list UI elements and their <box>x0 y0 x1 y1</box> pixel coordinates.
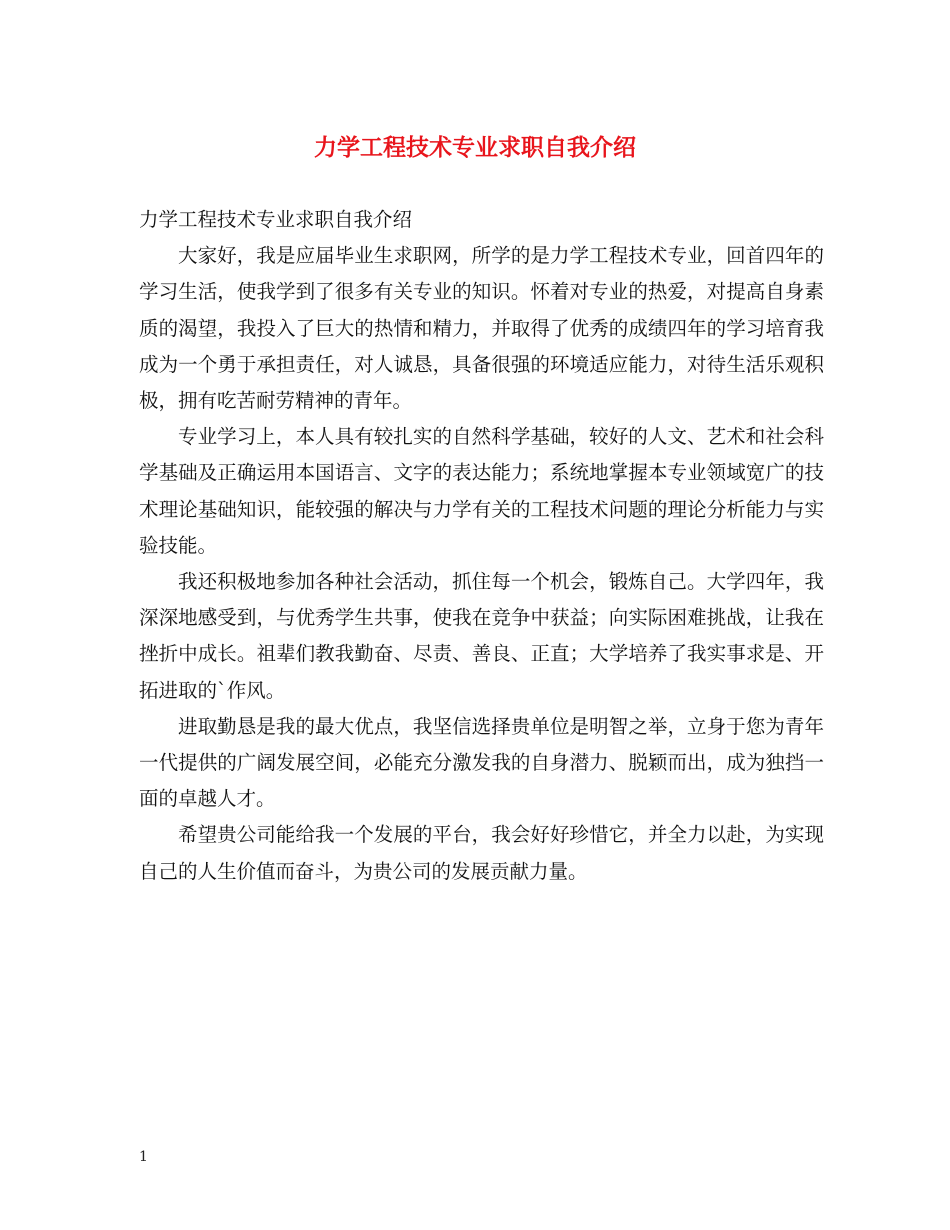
document-subtitle: 力学工程技术专业求职自我介绍 <box>139 208 413 231</box>
paragraph-1: 大家好，我是应届毕业生求职网，所学的是力学工程技术专业，回首四年的学习生活，使我学到了很多有关专业的知识。怀着对专业的热爱，对提高自身素质的渴望，我投入了巨大的热情和精力，并取得了优秀的成绩四年的学习培育我成为一个勇于承担责任，对人诚恳，具备很强的环境适应能力，对待生活乐观积极，拥有吃苦耐劳精神的青年。 <box>139 244 824 413</box>
paragraph-2: 专业学习上，本人具有较扎实的自然科学基础，较好的人文、艺术和社会科学基础及正确运用本国语言、文字的表达能力；系统地掌握本专业领域宽广的技术理论基础知识，能较强的解决与力学有关的工程技术问题的理论分析能力与实验技能。 <box>139 425 824 557</box>
document-body <box>139 202 824 890</box>
paragraph-3: 我还积极地参加各种社会活动，抓住每一个机会，锻炼自己。大学四年，我深深地感受到，与优秀学生共事，使我在竞争中获益；向实际困难挑战，让我在挫折中成长。祖辈们教我勤奋、尽责、善良、正直；大学培养了我实事求是、开拓进取的`作风。 <box>139 570 824 702</box>
document-title: 力学工程技术专业求职自我介绍 <box>314 134 636 161</box>
paragraph-4: 进取勤恳是我的最大优点，我坚信选择贵单位是明智之举，立身于您为青年一代提供的广阔发展空间，必能充分激发我的自身潜力、脱颖而出，成为独挡一面的卓越人才。 <box>139 714 824 811</box>
paragraph-5: 希望贵公司能给我一个发展的平台，我会好好珍惜它，并全力以赴，为实现自己的人生价值而奋斗，为贵公司的发展贡献力量。 <box>139 823 824 883</box>
page-number: 1 <box>139 1149 148 1165</box>
